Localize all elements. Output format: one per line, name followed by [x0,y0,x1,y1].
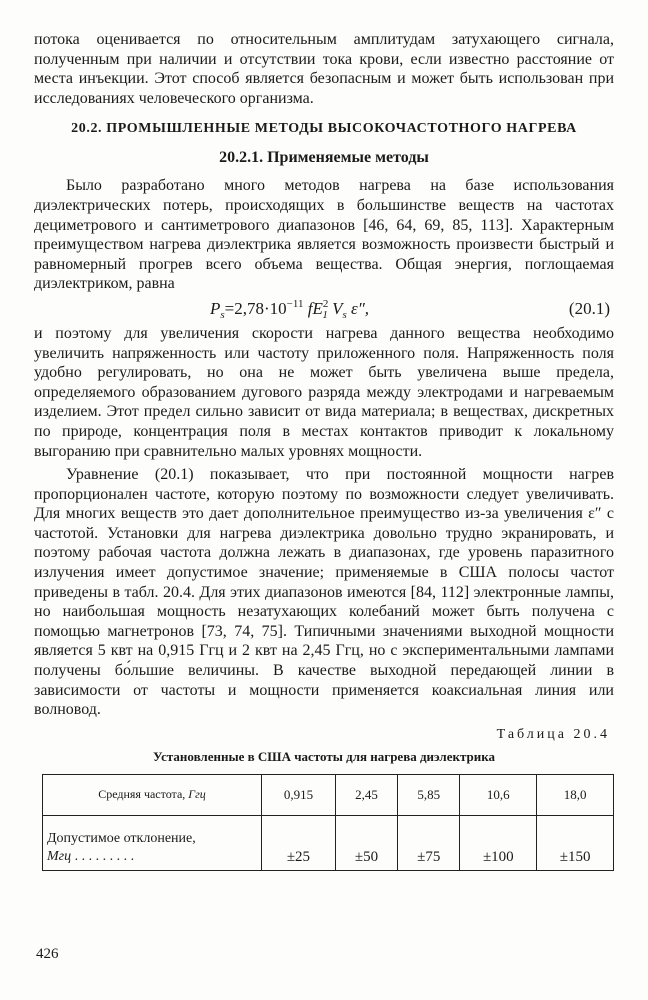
paragraph-1: Было разработано много методов нагрева на базе использования диэлектрических потерь, происходящих в большинстве веществ на частотах дециметрового и сантиметрового диапазонов [46, 64, 69, 85, 113]. Характерным преимуществом нагрева диэлектрика является возможность произвести быстрый и равномерный прогрев всего объема вещества. Общая энергия, поглощаемая диэлектриком, равна [34,177,614,293]
table-cell: 10,6 [460,774,537,815]
section-title: ПРОМЫШЛЕННЫЕ МЕТОДЫ ВЫСОКОЧАСТОТНОГО НАГРЕВА [106,121,577,137]
eq-coef: =2,78·10 [224,298,287,318]
table-cell: ±50 [335,815,397,870]
page-body [34,30,614,871]
table-cell: 0,915 [262,774,336,815]
eq-epsilon: ε″, [346,298,370,318]
table-row-tolerance [43,815,614,870]
subsection-heading [34,148,614,168]
row1-label-text: Средняя частота, [98,787,186,802]
table-cell: 5,85 [398,774,460,815]
row-label-tolerance [43,815,262,870]
table-cell: ±75 [398,815,460,870]
eq-fe: fE [303,298,323,318]
subsection-title: Применяемые методы [267,149,429,167]
equation-formula [210,294,369,326]
row2-units: Мгц [47,848,72,864]
equation-number: (20.1) [568,298,610,318]
table-row-frequency [43,774,614,815]
section-heading [34,120,614,138]
subsection-number: 20.2.1. [219,149,264,167]
section-number: 20.2. [71,121,103,137]
table-cell: 18,0 [537,774,614,815]
row2-dots: . . . . . . . . . [71,848,135,864]
paragraph-3: Уравнение (20.1) показывает, что при постоянной мощности нагрев пропорционален частоте, которую поэтому по возможности следует увеличивать. Для многих веществ это дает дополнительное преимущество из-за увеличения ε″ с частотой. Установки для нагрева диэлектрика довольно трудно экранировать, и поэтому рабочая частота должна лежать в диапазонах, где уровень паразитного излучения имеет допустимое значение; применяемые в США полосы частот приведены в табл. 20.4. Для этих диапазонов имеются [84, 112] электронные лампы, но наибольшая мощность незатухающих колебаний может быть получена с помощью магнетронов [73, 74, 75]. Типичными значениями выходной мощности является 5 квт на 0,915 Ггц и 2 квт на 2,45 Ггц, но с экспериментальными лампами получены бо́льшие величины. В качестве выходной передающей линии в зависимости от частоты и мощности применяется коаксиальная линия или волновод. [34,466,614,719]
eq-e-sup: 2 [322,297,329,310]
eq-exponent: −11 [286,297,304,310]
table-caption: Установленные в США частоты для нагрева диэлектрика [152,748,496,764]
table-label: Таблица 20.4 [496,726,610,742]
eq-lhs: P [210,298,221,318]
row1-units: Ггц [188,787,206,802]
row-label-frequency [43,774,262,815]
eq-e-sub: 1 [322,308,328,321]
paragraph-top: потока оценивается по относительным амплитудам затухающего сигнала, полученным при наличии и отсутствии тока крови, если известно расстояние от места инъекции. Этот способ является безопасным и может быть использован при исследованиях человеческого организма. [34,31,614,107]
page-number: 426 [36,946,59,962]
table-cell: 2,45 [335,774,397,815]
row2-label-text: Допустимое отклонение, [47,830,196,846]
frequency-table [42,774,614,871]
equation-20-1 [34,294,614,324]
paragraph-2: и поэтому для увеличения скорости нагрева данного вещества необходимо увеличить напряженность или частоту приложенного поля. Напряженность поля удобно регулировать, но она не может быть увеличена выше предела, определяемого образованием дугового разряда между электродами и нагреваемым изделием. Этот предел сильно зависит от вида материала; в веществах, дискретных по природе, концентрация поля в местах контактов приводит к локальному выгоранию при сравнительно малых уровнях мощности. [34,324,614,460]
table-cell: ±100 [460,815,537,870]
table-cell: ±25 [262,815,336,870]
eq-lhs-sub: s [220,308,225,321]
table-cell: ±150 [537,815,614,870]
eq-v-sub: s [342,308,347,321]
eq-v: V [327,298,343,318]
